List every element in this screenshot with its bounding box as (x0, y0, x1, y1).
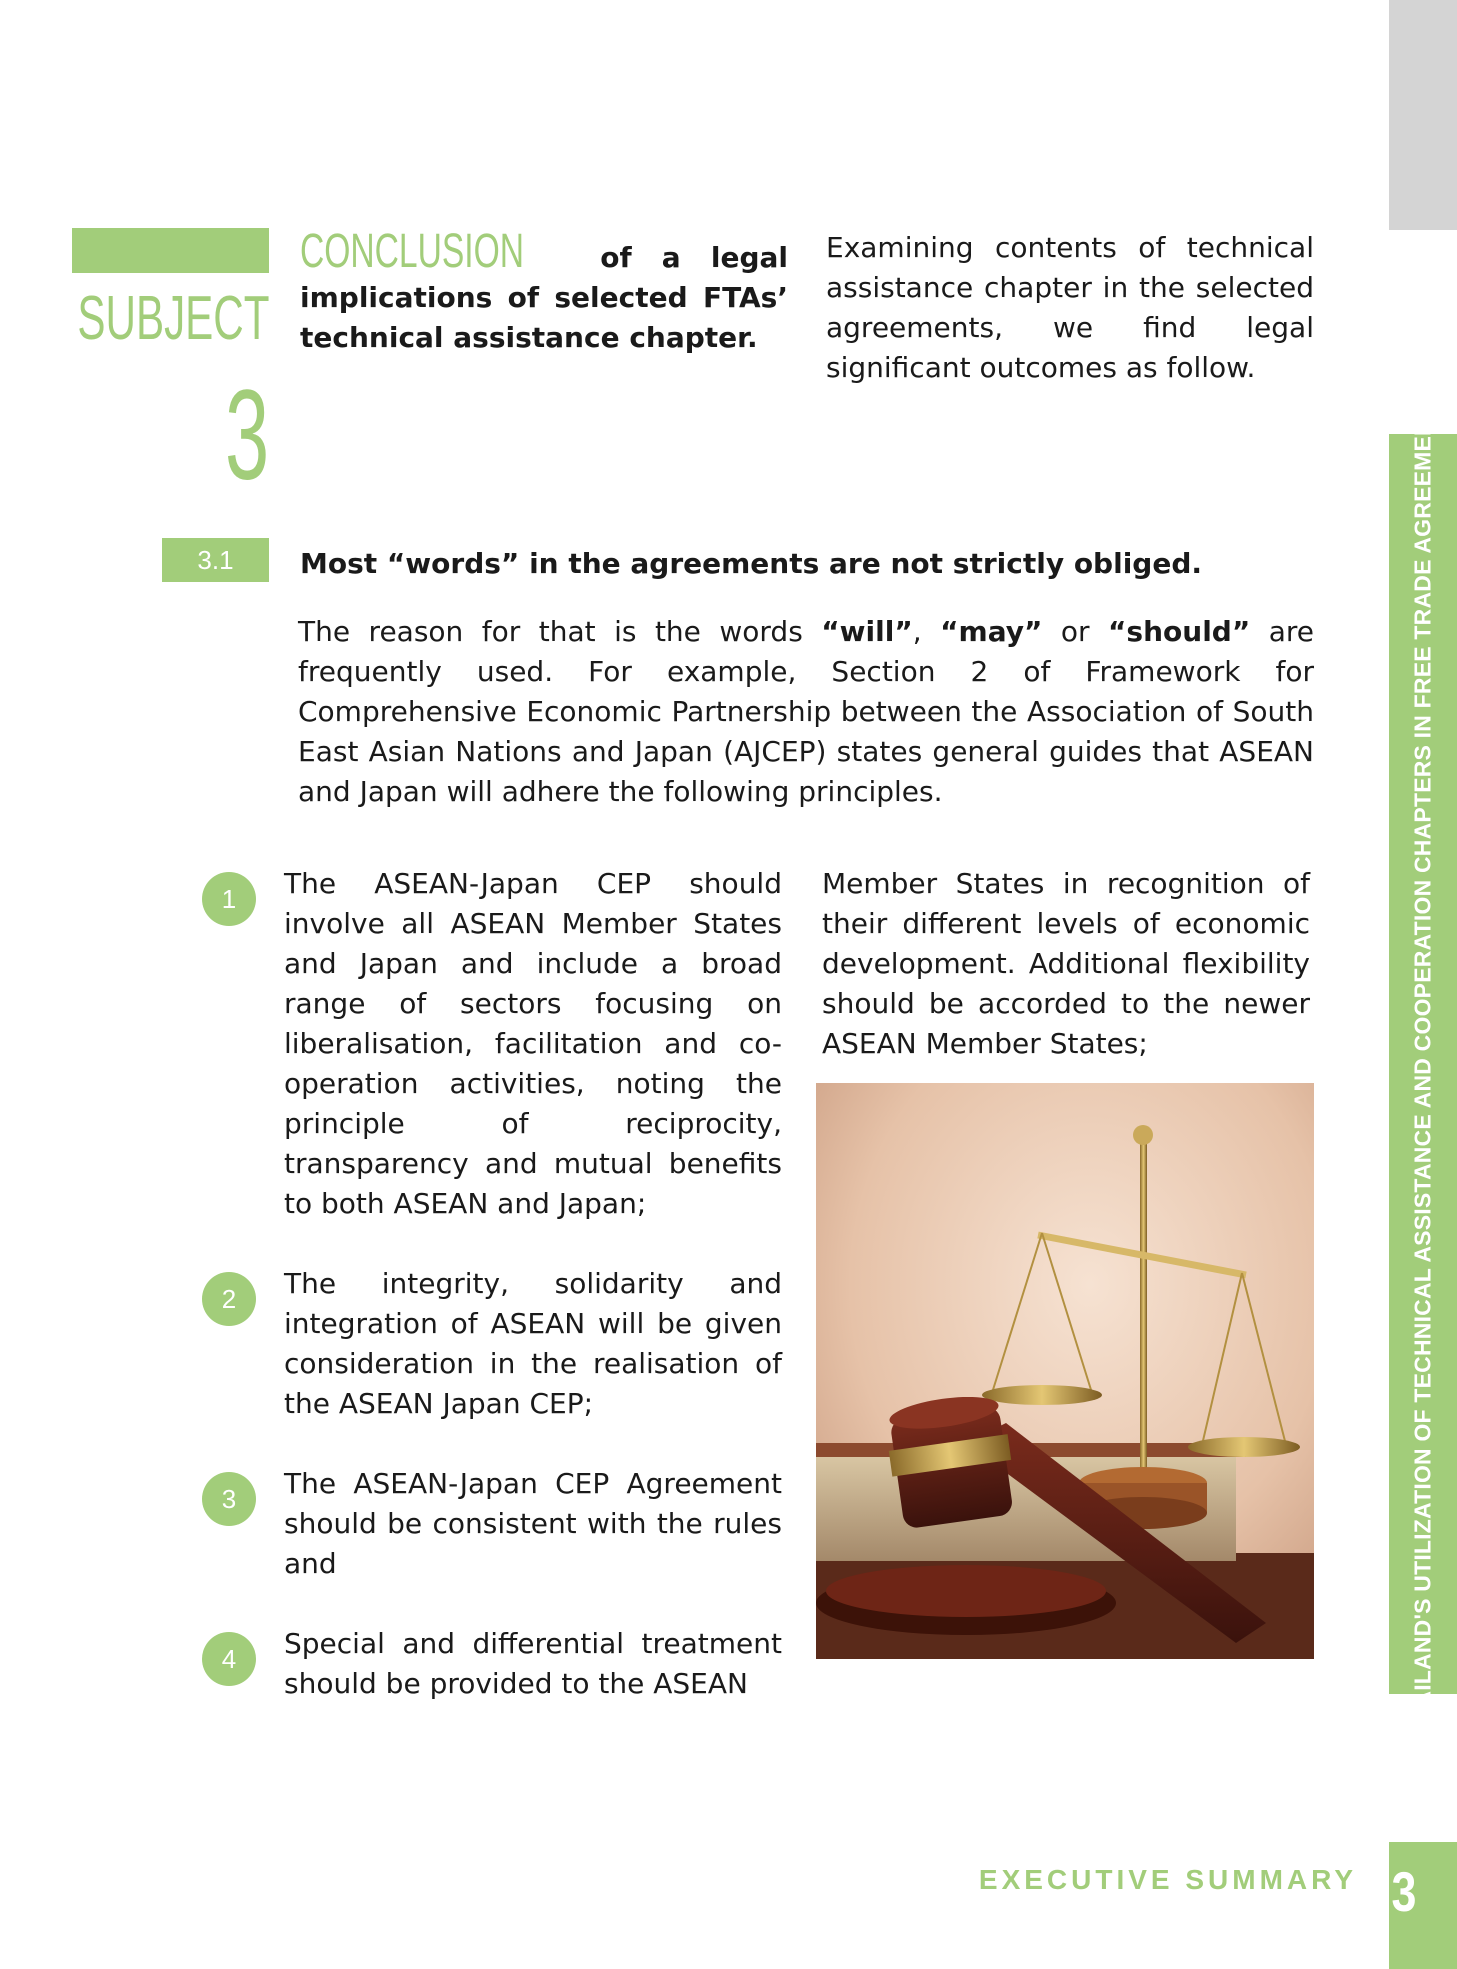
body-text: , (912, 615, 941, 648)
item-4-continuation: Member States in recognition of their different levels of economic development. Additional flexibility should be accorded to the newer ASEAN Member States; (822, 867, 1310, 1060)
heading-accent: CONCLUSION (300, 225, 525, 278)
section-number-badge: 3.1 (162, 538, 269, 582)
page-number: 3 (1391, 1860, 1417, 1923)
list-item (221, 864, 782, 1224)
body-text: or (1042, 615, 1109, 648)
section-heading (300, 225, 788, 358)
item-text: The ASEAN-Japan CEP should involve all ASEAN Member States and Japan and include a broad range of sectors focusing on liberalisation, facilitation and co-operation activities, noting the principle of reciprocity, transparency and mutual benefits to both ASEAN and Japan; (284, 867, 782, 1220)
keyword-will: “will” (821, 615, 913, 648)
section-title: Most “words” in the agreements are not strictly obliged. (300, 547, 1203, 580)
list-item (221, 1624, 782, 1704)
list-item (221, 1464, 782, 1584)
item-number-badge: 4 (202, 1632, 256, 1686)
keyword-should: “should” (1108, 615, 1251, 648)
scales-of-justice-photo (816, 1083, 1314, 1659)
principles-list (221, 864, 782, 1744)
item-text: The integrity, solidarity and integration of ASEAN will be given consideration in the realisation of the ASEAN Japan CEP; (284, 1267, 782, 1420)
item-text: Special and differential treatment should be provided to the ASEAN (284, 1627, 782, 1700)
top-gray-tab (1389, 0, 1457, 230)
item-number-badge: 1 (202, 872, 256, 926)
subject-bar (72, 228, 269, 273)
item-text: The ASEAN-Japan CEP Agreement should be consistent with the rules and (284, 1467, 782, 1580)
keyword-may: “may” (940, 615, 1043, 648)
item-number-badge: 2 (202, 1272, 256, 1326)
list-item (221, 1264, 782, 1424)
section-body (298, 612, 1314, 812)
heading-rest: of a legal implications of selected FTAs’ technical assistance chapter. (300, 241, 788, 354)
side-tab-title: THAILAND'S UTILIZATION OF TECHNICAL ASSISTANCE AND COOPERATION CHAPTERS IN FREE TRADE AGREEMENTS (1409, 389, 1436, 1739)
item-number-badge: 3 (202, 1472, 256, 1526)
footer-label: EXECUTIVE SUMMARY (978, 1864, 1357, 1895)
subject-number: 3 (224, 364, 269, 507)
intro-paragraph: Examining contents of technical assistance chapter in the selected agreements, we find legal significant outcomes as follow. (826, 231, 1314, 384)
body-text: The reason for that is the words (298, 615, 822, 648)
body-text: are frequently used. For example, Section 2 of Framework for Comprehensive Economic Partnership between the Association of South East Asian Nations and Japan (AJCEP) states general guides that ASEAN and Japan will adhere the following principles. (298, 615, 1314, 808)
subject-word: SUBJECT (76, 284, 269, 353)
